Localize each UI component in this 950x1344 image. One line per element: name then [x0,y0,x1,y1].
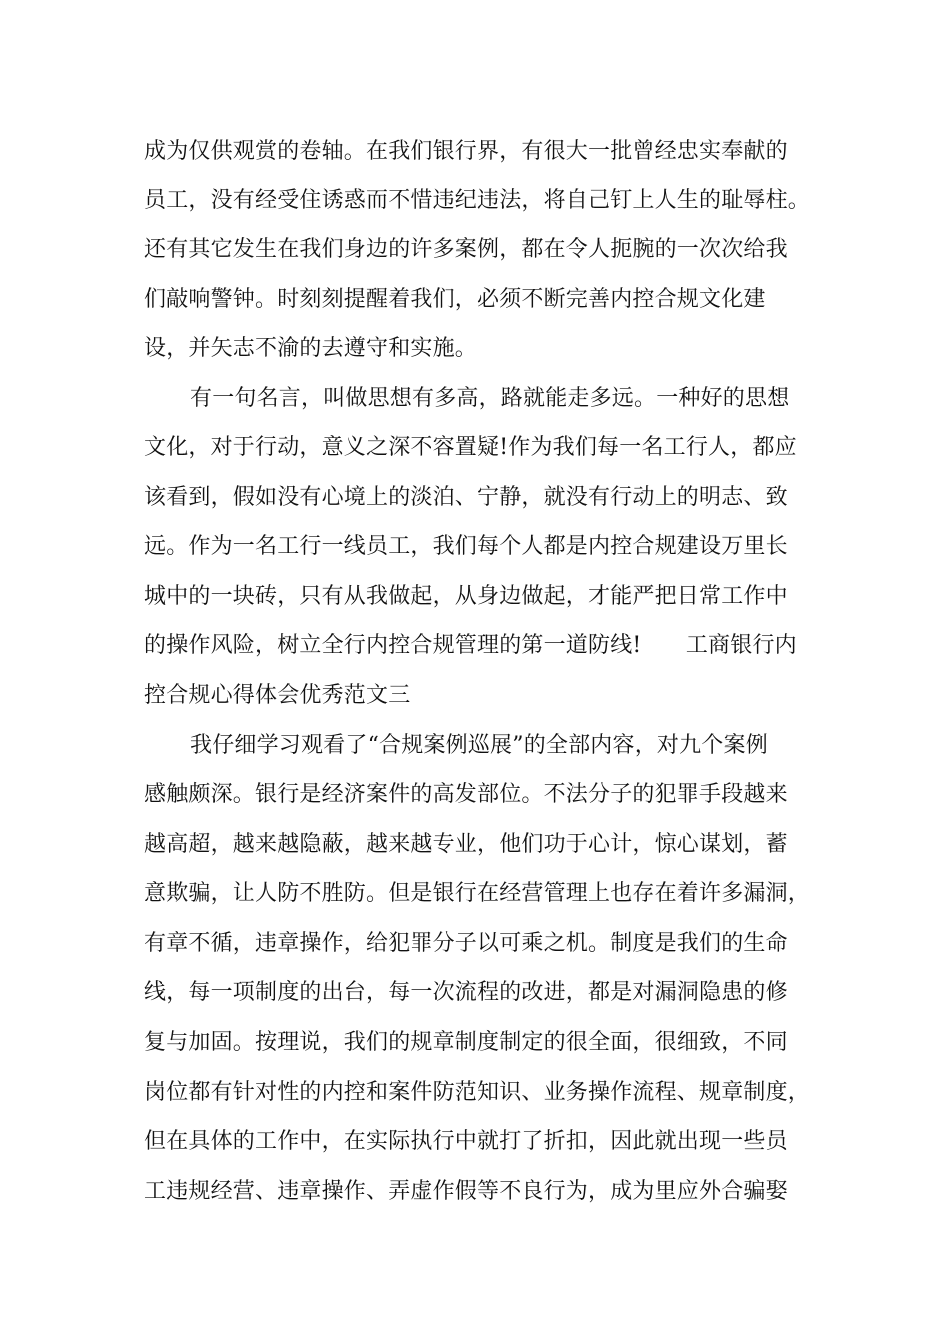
text-line: 我仔细学习观看了“合规案例巡展”的全部内容，对九个案例 [190,733,768,758]
text-line: 该看到，假如没有心境上的淡泊、宁静，就没有行动上的明志、致 [144,485,788,510]
text-line: 有章不循，违章操作，给犯罪分子以可乘之机。制度是我们的生命 [144,931,788,956]
text-line: 的操作风险，树立全行内控合规管理的第一道防线! 工商银行内 [144,633,797,658]
text-line: 文化，对于行动，意义之深不容置疑!作为我们每一名工行人，都应 [144,435,797,460]
text-line: 控合规心得体会优秀范文三 [144,683,411,708]
text-line: 岗位都有针对性的内控和案件防范知识、业务操作流程、规章制度， [144,1080,811,1105]
text-line: 城中的一块砖，只有从我做起，从身边做起，才能严把日常工作中 [144,584,788,609]
text-line: 线，每一项制度的出台，每一次流程的改进，都是对漏洞隐患的修 [144,980,788,1005]
text-line: 工违规经营、违章操作、弄虚作假等不良行为，成为里应外合骗娶 [144,1179,788,1204]
text-line: 成为仅供观赏的卷轴。在我们银行界，有很大一批曾经忠实奉献的 [144,139,788,164]
text-line: 感触颇深。银行是经济案件的高发部位。不法分子的犯罪手段越来 [144,782,788,807]
text-line: 意欺骗，让人防不胜防。但是银行在经营管理上也存在着许多漏洞， [144,881,811,906]
text-line: 但在具体的工作中，在实际执行中就打了折扣，因此就出现一些员 [144,1129,788,1154]
text-line: 有一句名言，叫做思想有多高，路就能走多远。一种好的思想 [190,386,790,411]
text-line: 员工，没有经受住诱惑而不惜违纪违法，将自己钉上人生的耻辱柱。 [144,188,811,213]
text-line: 还有其它发生在我们身边的许多案例，都在令人扼腕的一次次给我 [144,237,788,262]
text-line: 越高超，越来越隐蔽，越来越专业，他们功于心计，惊心谋划，蓄 [144,832,788,857]
text-line: 复与加固。按理说，我们的规章制度制定的很全面，很细致，不同 [144,1030,788,1055]
text-line: 们敲响警钟。时刻刻提醒着我们，必须不断完善内控合规文化建 [144,287,766,312]
text-line: 设，并矢志不渝的去遵守和实施。 [144,336,478,361]
text-line: 远。作为一名工行一线员工，我们每个人都是内控合规建设万里长 [144,534,788,559]
